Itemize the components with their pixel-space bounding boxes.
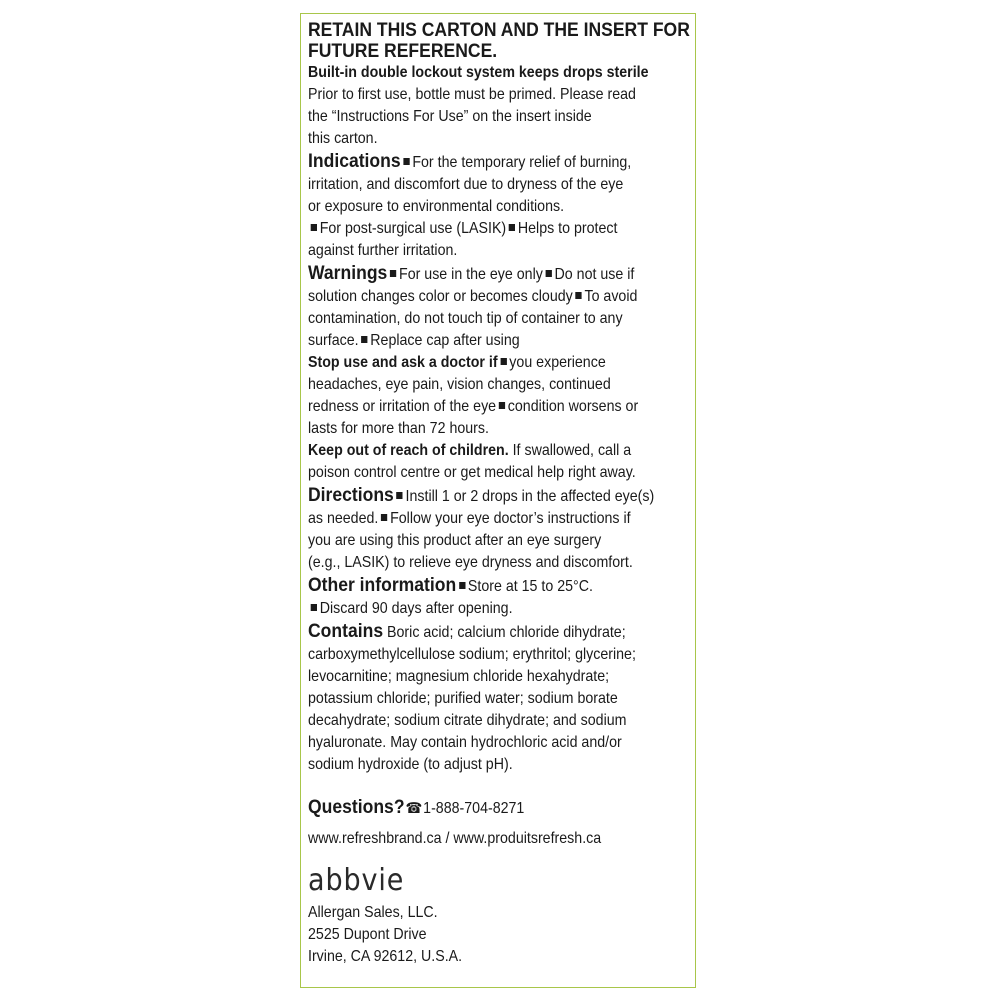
bullet-square-icon [499,402,505,409]
indications-heading: Indications [308,150,401,172]
other-info-heading: Other information [308,574,457,596]
company-address: Allergan Sales, LLC. 2525 Dupont Drive Irvine, CA 92612, U.S.A. [308,904,463,965]
lockout-statement: Built-in double lockout system keeps drops sterile [308,64,649,81]
prime-instructions: Prior to first use, bottle must be primed. Please read the “Instructions For Use” on the insert inside this carton. [308,86,636,147]
other-info-section: Other information Store at 15 to 25°C. Discard 90 days after opening. [308,574,593,617]
warnings-heading: Warnings [308,262,388,284]
carton-panel [300,13,696,988]
bullet-square-icon [500,358,506,365]
abbvie-logo: abbvie [308,863,405,898]
directions-heading: Directions [308,484,394,506]
indications-section: Indications For the temporary relief of burning, irritation, and discomfort due to dryness of the eye or exposure to environmental conditions. For post-surgical use (LASIK) Helps to protect against further irritation. [308,150,632,259]
phone-icon: ☎ [405,800,423,817]
stop-use-heading: Stop use and ask a doctor if [308,354,498,371]
contains-section: Contains Boric acid; calcium chloride dihydrate; carboxymethylcellulose sodium; erythritol; glycerine; levocarnitine; magnesium chloride hexahydrate; potassium chloride; purified water; sodium borate decahydrate; sodium citrate dihydrate; and sodium hyaluronate. May contain hydrochloric acid and/or sodium hydroxide (to adjust pH). [308,620,636,773]
stop-use-section: Stop use and ask a doctor if you experience headaches, eye pain, vision changes, continued redness or irritation of the eye condition worsens or lasts for more than 72 hours. [308,354,639,437]
bullet-square-icon [459,582,465,589]
bullet-square-icon [381,514,387,521]
website-links[interactable]: www.refreshbrand.ca / www.produitsrefresh.ca [308,830,602,847]
contains-heading: Contains [308,620,384,642]
phone-number[interactable]: 1-888-704-8271 [423,800,525,817]
children-section: Keep out of reach of children. If swallowed, call a poison control centre or get medical help right away. [308,442,636,481]
bullet-square-icon [546,270,552,277]
warnings-section: Warnings For use in the eye only Do not use if solution changes color or becomes cloudy To avoid contamination, do not touch tip of container to any surface. Replace cap after using [308,262,638,349]
retain-header: RETAIN THIS CARTON AND THE INSERT FOR FUTURE REFERENCE. [308,19,690,62]
questions-label: Questions? [308,796,405,818]
bullet-square-icon [390,270,396,277]
directions-section: Directions Instill 1 or 2 drops in the affected eye(s) as needed. Follow your eye doctor’s instructions if you are using this product after an eye surgery (e.g., LASIK) to relieve eye dryness and discomfort. [308,484,655,571]
carton-text [308,20,695,968]
questions-line [308,796,695,820]
bullet-square-icon [397,492,403,499]
bullet-square-icon [311,604,317,611]
bullet-square-icon [575,292,581,299]
bullet-square-icon [361,336,367,343]
bullet-square-icon [311,224,317,231]
bullet-square-icon [403,158,409,165]
children-heading: Keep out of reach of children. [308,442,509,459]
bullet-square-icon [509,224,515,231]
